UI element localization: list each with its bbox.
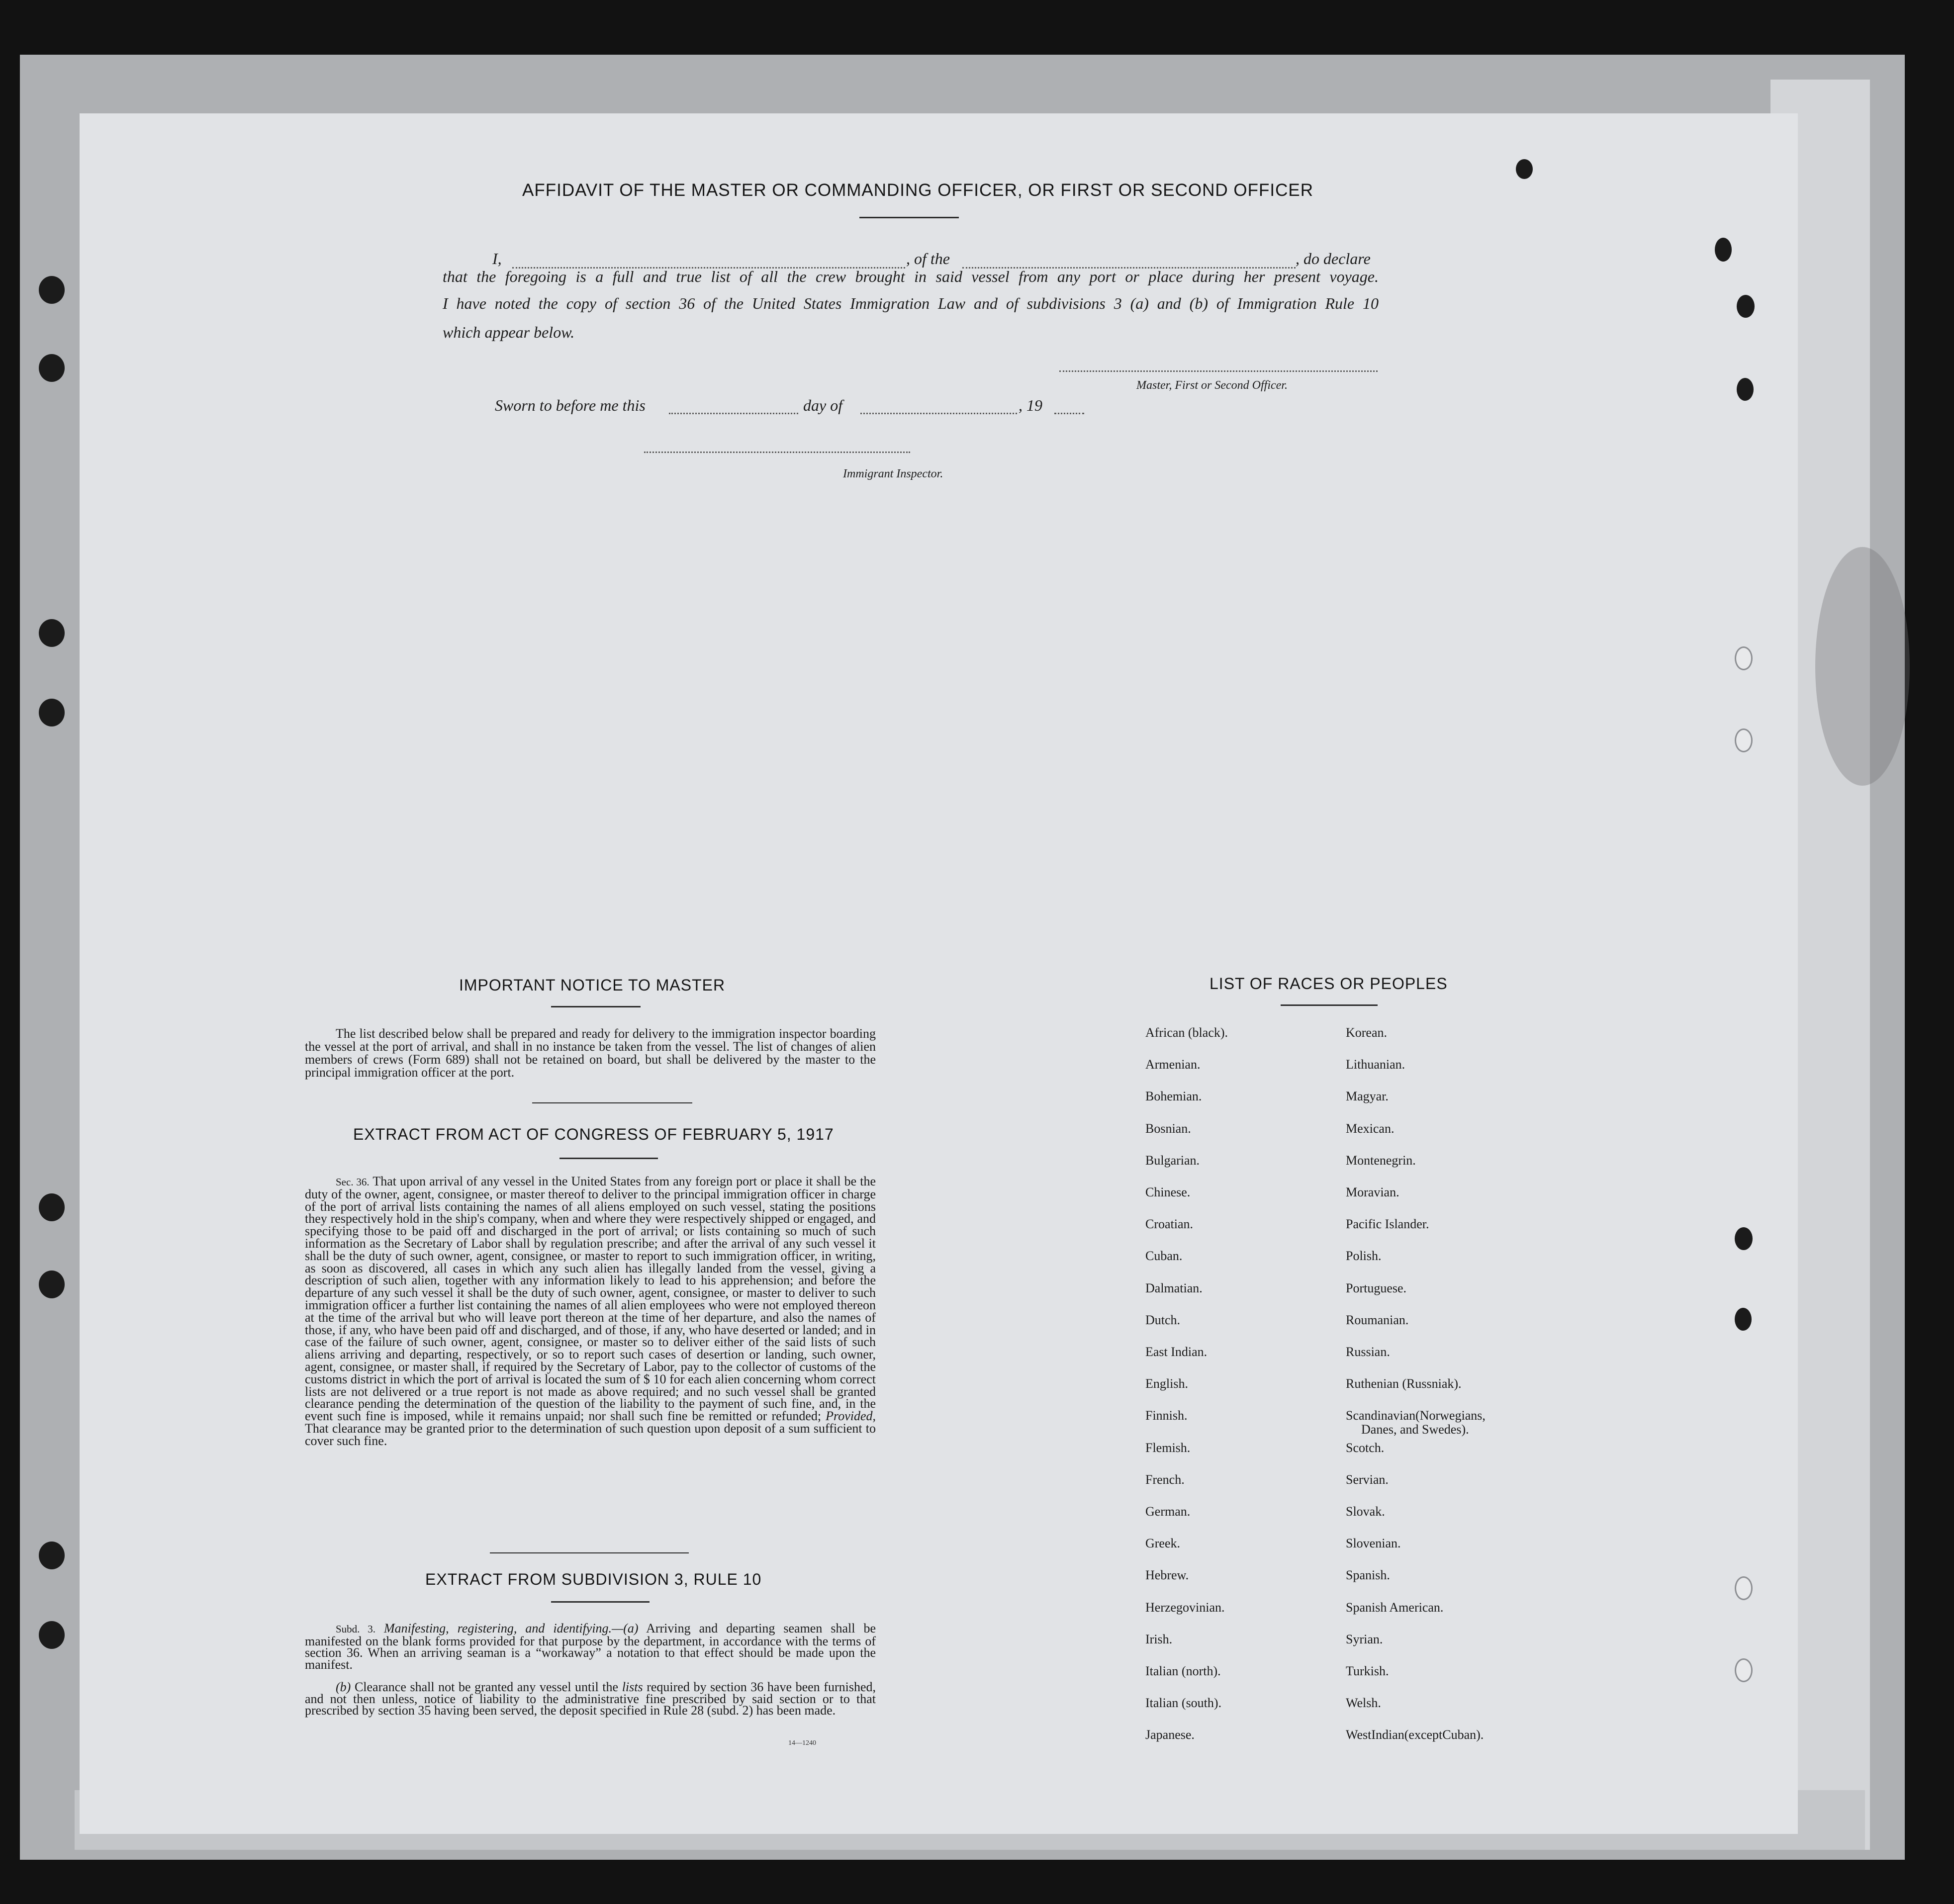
race-item: Polish. [1346, 1249, 1382, 1264]
race-item: Scandinavian(Norwegians, [1346, 1408, 1486, 1423]
rule-title-rule [551, 1601, 650, 1603]
sworn-label: Sworn to before me this [495, 396, 646, 414]
binder-hole [39, 1270, 65, 1298]
binder-hole [39, 354, 65, 382]
act-body: That upon arrival of any vessel in the United States from any foreign port or place it shall be the duty of the owner, agent, consignee, or master thereof to deliver to the principal immigration officer in charge of the port of arrival lists containing the names of all aliens employed on such vessel, stating the positions they respectively hold in the ship's company, when and where they were respectively shipped or engaged, and specifying those to be paid off and discharged in the port of arrival; or lists containing so much of such information as the Secretary of Labor shall by regulation prescribe; and after the arrival of any such vessel it shall be the duty of such owner, agent, consignee, or master to report to such immigration officer, in writing, as soon as discovered, all cases in which any such alien has illegally landed from the vessel, giving a description of such alien, together with any information likely to lead to his apprehension; and before the departure of any such vessel it shall be the duty of such owner, agent, consignee, or master to deliver to such immigration officer a further list containing the names of all alien employees who were not employed thereon at the time of the arrival but who will leave port thereon at the time of her departure, and also the names of those, if any, who have been paid off and discharged, and of those, if any, who have deserted or landed; and in case of the failure of such owner, agent, consignee, or master so to deliver either of the said lists of such aliens arriving and departing, respectively, or so to report such cases of desertion or landing, such owner, agent, consignee, or master shall, if required by the Secretary of Labor, pay to the collector of customs of the customs district in which the port of arrival is located the sum of $ 10 for each alien concerning whom correct lists are not delivered or a true report is not made as above required; and no such vessel shall be granted clearance pending the determination of the question of the liability to the payment of such fine, and, in the event such fine is imposed, while it remains unpaid; nor shall such fine be remitted or refunded; [305, 1174, 876, 1424]
race-item: Lithuanian. [1346, 1057, 1405, 1072]
binder-hole [1735, 728, 1753, 752]
race-item: Croatian. [1145, 1217, 1194, 1232]
race-item: WestIndian(exceptCuban). [1346, 1727, 1484, 1742]
race-item: Herzegovinian. [1145, 1600, 1225, 1615]
form-page [80, 113, 1798, 1834]
race-item: Mexican. [1346, 1121, 1395, 1136]
affidavit-line-2: that the foregoing is a full and true list of all the crew brought in said vessel from any port or place during her present voyage. [443, 268, 1379, 285]
race-item: Cuban. [1145, 1249, 1183, 1264]
act-body-end: That clearance may be granted prior to the determination of such question upon deposit of a sum sufficient to cover such fine. [305, 1421, 876, 1448]
race-item: African (black). [1145, 1025, 1228, 1040]
race-item: German. [1145, 1504, 1191, 1519]
race-item: Welsh. [1346, 1696, 1381, 1711]
rule-text-a [305, 1623, 876, 1670]
day-of-label: day of [803, 396, 843, 414]
race-item: Greek. [1145, 1536, 1181, 1551]
race-item: Slovenian. [1346, 1536, 1401, 1551]
year-label: , 19 [1019, 396, 1042, 414]
race-item: Chinese. [1145, 1185, 1191, 1199]
notice-end-rule [532, 1102, 692, 1103]
race-item: East Indian. [1145, 1345, 1208, 1359]
binder-hole [39, 1621, 65, 1649]
race-item: Irish. [1145, 1632, 1173, 1646]
binder-hole [1735, 646, 1753, 670]
race-item: Syrian. [1346, 1632, 1383, 1646]
page-stain [1815, 547, 1910, 786]
rule-subd-label: Subd. 3. [336, 1623, 375, 1635]
rule-b-body-1: Clearance shall not be granted any vessel until the [354, 1680, 619, 1694]
sworn-year-blank[interactable] [1054, 413, 1084, 414]
affidavit-title: AFFIDAVIT OF THE MASTER OR COMMANDING OFFICER, OR FIRST OR SECOND OFFICER [522, 181, 1314, 200]
race-item: Servian. [1346, 1472, 1389, 1487]
affidavit-line-3: I have noted the copy of section 36 of the United States Immigration Law and of subdivisions 3 (a) and (b) of Immigration Rule 10 [443, 294, 1379, 312]
race-item: Roumanian. [1346, 1312, 1409, 1327]
affidavit-of-the: , of the [906, 250, 950, 268]
affidavit-do-declare: , do declare [1296, 250, 1371, 268]
races-rule [1281, 1004, 1378, 1006]
binder-hole [39, 699, 65, 726]
rule-heading: Manifesting, registering, and identifying.—(a) [383, 1621, 639, 1635]
rule-b-label: (b) [336, 1680, 351, 1694]
race-item: Spanish American. [1346, 1600, 1444, 1615]
race-item: Turkish. [1346, 1664, 1389, 1678]
races-title: LIST OF RACES OR PEOPLES [1210, 975, 1448, 993]
race-item: Italian (north). [1145, 1664, 1221, 1678]
act-text [305, 1176, 876, 1448]
race-item: Spanish. [1346, 1568, 1390, 1583]
race-item: Bulgarian. [1145, 1153, 1200, 1168]
officer-caption: Master, First or Second Officer. [1136, 379, 1288, 392]
title-rule [859, 217, 959, 218]
race-item: Hebrew. [1145, 1568, 1189, 1583]
binder-hole [1737, 295, 1755, 318]
race-item: Flemish. [1145, 1440, 1191, 1455]
rule-title: EXTRACT FROM SUBDIVISION 3, RULE 10 [425, 1570, 762, 1588]
act-sec-label: Sec. 36. [336, 1176, 370, 1188]
race-item: French. [1145, 1472, 1185, 1487]
binder-hole [1735, 1227, 1753, 1250]
race-item: Russian. [1346, 1345, 1390, 1359]
binder-hole [1516, 159, 1533, 179]
inspector-signature-line[interactable] [644, 452, 910, 453]
race-item: Slovak. [1346, 1504, 1385, 1519]
binder-hole [39, 1541, 65, 1569]
race-item: Dalmatian. [1145, 1280, 1203, 1295]
race-item: English. [1145, 1376, 1188, 1391]
race-item: Bosnian. [1145, 1121, 1191, 1136]
binder-hole [1735, 1658, 1753, 1682]
binder-hole [1737, 378, 1754, 401]
binder-hole [1735, 1576, 1753, 1600]
race-item: Dutch. [1145, 1312, 1181, 1327]
binder-hole [39, 619, 65, 647]
race-item: Ruthenian (Russniak). [1346, 1376, 1462, 1391]
form-number: 14—1240 [788, 1739, 816, 1747]
act-title: EXTRACT FROM ACT OF CONGRESS OF FEBRUARY 5, 1917 [353, 1125, 834, 1143]
race-item: Portuguese. [1346, 1280, 1407, 1295]
affidavit-i-label: I, [492, 250, 502, 268]
act-end-rule [490, 1552, 689, 1553]
race-item: Italian (south). [1145, 1696, 1222, 1711]
officer-signature-line[interactable] [1059, 370, 1378, 372]
notice-text: The list described below shall be prepared and ready for delivery to the immigration inspector boarding the vessel at the port of arrival, and shall in no instance be taken from the vessel. The list of changes of alien members of crews (Form 689) shall not be retained on board, but shall be delivered by the master to the principal immigration officer at the port. [305, 1026, 876, 1080]
race-item: Korean. [1346, 1025, 1388, 1040]
binder-hole [1735, 1308, 1752, 1331]
race-item: Pacific Islander. [1346, 1217, 1429, 1232]
race-item: Finnish. [1145, 1408, 1188, 1423]
sworn-day-blank[interactable] [669, 413, 798, 414]
binder-hole [1715, 238, 1732, 262]
notice-title: IMPORTANT NOTICE TO MASTER [459, 976, 726, 994]
inspector-caption: Immigrant Inspector. [843, 467, 943, 480]
rule-b-lists: lists [622, 1680, 643, 1694]
binder-hole [39, 276, 65, 304]
binder-hole [39, 1193, 65, 1221]
race-item: Scotch. [1346, 1440, 1385, 1455]
race-item: Japanese. [1145, 1727, 1195, 1742]
act-provided: Provided, [826, 1409, 876, 1424]
race-item: Magyar. [1346, 1089, 1389, 1104]
sworn-month-blank[interactable] [860, 413, 1017, 414]
race-item: Montenegrin. [1346, 1153, 1416, 1168]
affidavit-line-4: which appear below. [443, 323, 575, 341]
rule-text-b [305, 1681, 876, 1717]
notice-rule [551, 1006, 641, 1007]
race-item: Moravian. [1346, 1185, 1399, 1199]
race-item: Bohemian. [1145, 1089, 1202, 1104]
race-item-continuation: Danes, and Swedes). [1361, 1422, 1469, 1437]
race-item: Armenian. [1145, 1057, 1201, 1072]
act-rule [559, 1158, 658, 1159]
rule-b-body-2: required by section 36 have been furnished, and not then unless, notice of liability to the administrative fine prescribed by said section or to that prescribed by section 35 having been served, the deposit specified in Rule 28 (subd. 2) has been made. [305, 1680, 876, 1718]
rule-a-body: Arriving and departing seamen shall be manifested on the blank forms provided for that purpose by the department, in accordance with the terms of section 36. When an arriving seaman is a “workaway” a notation to that effect should be made upon the manifest. [305, 1621, 876, 1672]
